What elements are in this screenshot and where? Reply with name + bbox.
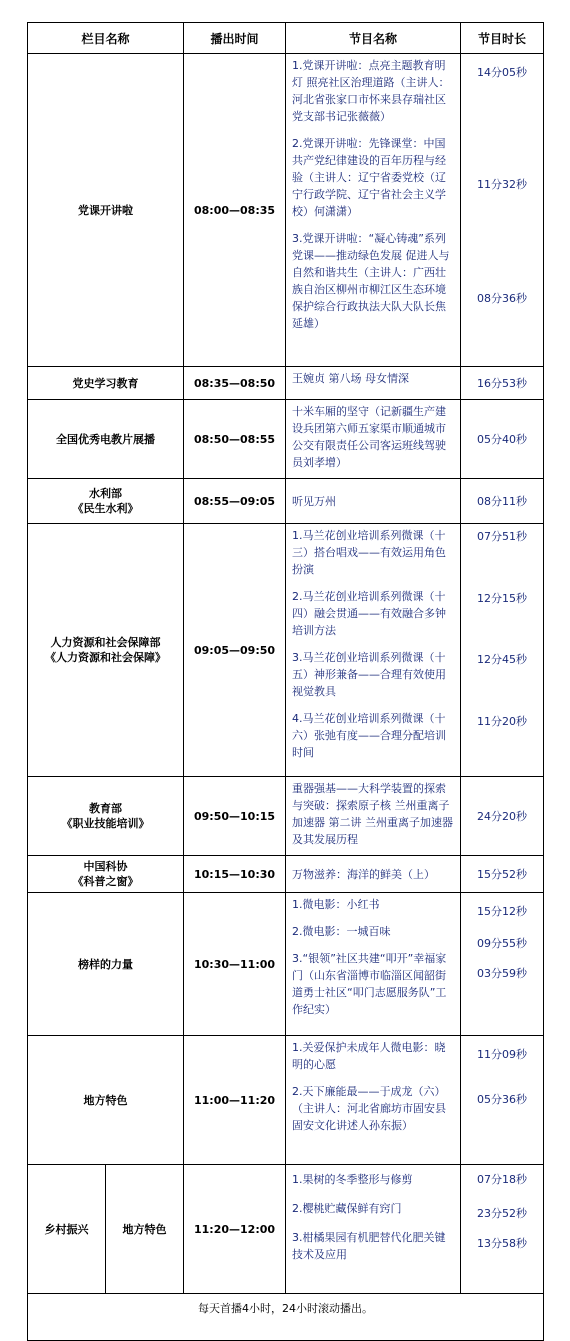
duration-value: 11分32秒: [477, 178, 528, 191]
table-row: [28, 1165, 544, 1294]
column-name-cell: [28, 479, 184, 524]
column-name-cell: [28, 1165, 106, 1294]
duration-value: 11分20秒: [477, 715, 528, 728]
duration-value: 24分20秒: [477, 810, 528, 823]
program-item: 1.微电影：小红书: [292, 898, 380, 911]
duration-cell: [461, 479, 544, 524]
broadcast-time-cell: 09:50—10:15: [184, 777, 286, 856]
program-item: 2.天下廉能最——于成龙（六）（主讲人：河北省廊坊市固安县固安文化讲述人孙东振）: [292, 1085, 447, 1132]
column-name-line: 教育部: [89, 802, 122, 815]
program-cell: [286, 524, 461, 777]
column-name-line: 《民生水利》: [72, 502, 139, 515]
column-name-line: 《职业技能培训》: [61, 817, 150, 830]
broadcast-time-cell: 10:30—11:00: [184, 893, 286, 1036]
program-item: 3.“银领”社区共建“叩开”幸福家门（山东省淄博市临淄区闻韶街道勇士社区“叩门志愿服务队”工作纪实）: [292, 952, 447, 1016]
header-program-name: 节目名称: [286, 23, 461, 54]
duration-cell: [461, 1036, 544, 1165]
column-name-line: 水利部: [89, 487, 122, 500]
duration-value: 05分40秒: [477, 433, 528, 446]
column-name-line: 乡村振兴: [44, 1222, 89, 1236]
column-name-line: 人力资源和社会保障部: [50, 636, 161, 649]
duration-value: 23分52秒: [477, 1207, 528, 1220]
duration-value: 09分55秒: [477, 937, 528, 950]
duration-value: 05分36秒: [477, 1093, 528, 1106]
program-cell: [286, 54, 461, 367]
duration-value: 08分11秒: [477, 495, 528, 508]
duration-cell: [461, 856, 544, 893]
program-cell: [286, 400, 461, 479]
program-cell: [286, 367, 461, 400]
broadcast-time-cell: 11:00—11:20: [184, 1036, 286, 1165]
program-cell: [286, 1036, 461, 1165]
column-name-line: 《科普之窗》: [72, 875, 139, 888]
program-item: 王婉贞 第八场 母女情深: [292, 372, 410, 385]
duration-value: 11分09秒: [477, 1048, 528, 1061]
column-name-cell: [28, 893, 184, 1036]
program-item: 2.马兰花创业培训系列微课（十四）融会贯通——有效融合多钟培训方法: [292, 590, 447, 637]
schedule-table: [27, 22, 544, 1341]
header-column-name: 栏目名称: [28, 23, 184, 54]
program-item: 3.马兰花创业培训系列微课（十五）神形兼备——合理有效使用视觉教具: [292, 651, 447, 698]
program-cell: [286, 479, 461, 524]
column-name-cell: [28, 524, 184, 777]
table-row: [28, 893, 544, 1036]
program-item: 3.柑橘果园有机肥替代化肥关键技术及应用: [292, 1231, 446, 1261]
broadcast-time-cell: 08:00—08:35: [184, 54, 286, 367]
program-item: 重器强基——大科学装置的探索与突破：探索原子核 兰州重离子加速器 第二讲 兰州重离子加速器及其发展历程: [292, 782, 454, 846]
program-item: 2.微电影：一城百味: [292, 925, 391, 938]
duration-cell: [461, 893, 544, 1036]
broadcast-time-cell: 11:20—12:00: [184, 1165, 286, 1294]
column-name-line: 中国科协: [83, 860, 128, 873]
table-row: [28, 777, 544, 856]
duration-value: 12分45秒: [477, 653, 528, 666]
column-name-line: 地方特色: [83, 1093, 128, 1107]
table-row: [28, 524, 544, 777]
column-name-cell: [28, 400, 184, 479]
sub-column-name-cell: [106, 1165, 184, 1294]
program-item: 听见万州: [292, 494, 337, 508]
duration-value: 13分58秒: [477, 1237, 528, 1250]
column-name-cell: [28, 1036, 184, 1165]
broadcast-time-cell: 09:05—09:50: [184, 524, 286, 777]
duration-value: 14分05秒: [477, 66, 528, 79]
broadcast-time-cell: 10:15—10:30: [184, 856, 286, 893]
program-cell: [286, 1165, 461, 1294]
column-name-cell: [28, 856, 184, 893]
column-name-line: 榜样的力量: [78, 957, 133, 971]
footer-row: [28, 1294, 544, 1341]
duration-value: 12分15秒: [477, 592, 528, 605]
table-row: [28, 367, 544, 400]
broadcast-time-cell: 08:55—09:05: [184, 479, 286, 524]
duration-cell: [461, 54, 544, 367]
duration-value: 15分12秒: [477, 905, 528, 918]
column-name-line: 全国优秀电教片展播: [56, 432, 155, 446]
footer-note: 每天首播4小时，24小时滚动播出。: [28, 1294, 544, 1341]
program-item: 万物滋养：海洋的鲜美（上）: [292, 867, 436, 881]
program-item: 1.关爱保护未成年人微电影：晓明的心愿: [292, 1041, 446, 1071]
duration-value: 16分53秒: [477, 377, 528, 390]
program-item: 3.党课开讲啦：“凝心铸魂”系列党课——推动绿色发展 促进人与自然和谐共生（主讲人：广西壮族自治区柳州市柳江区生态环境保护综合行政执法大队大队长焦延雄）: [292, 232, 450, 330]
column-name-cell: [28, 54, 184, 367]
table-row: [28, 400, 544, 479]
header-broadcast-time: 播出时间: [184, 23, 286, 54]
duration-value: 08分36秒: [477, 292, 528, 305]
duration-value: 07分51秒: [477, 530, 528, 543]
program-item: 2.党课开讲啦：先锋课堂：中国共产党纪律建设的百年历程与经验（主讲人：辽宁省委党校（辽宁行政学院、辽宁省社会主义学校）何潇潇）: [292, 137, 447, 218]
column-name-line: 《人力资源和社会保障》: [45, 651, 166, 664]
duration-cell: [461, 400, 544, 479]
header-duration: 节目时长: [461, 23, 544, 54]
program-item: 1.党课开讲啦：点亮主题教育明灯 照亮社区治理道路（主讲人：河北省张家口市怀来县存瑞社区党支部书记张薇薇）: [292, 59, 450, 123]
table-row: [28, 856, 544, 893]
table-row: [28, 479, 544, 524]
table-row: [28, 54, 544, 367]
program-cell: [286, 777, 461, 856]
program-item: 4.马兰花创业培训系列微课（十六）张弛有度——合理分配培训时间: [292, 712, 447, 759]
column-name-line: 党史学习教育: [72, 376, 139, 390]
broadcast-time-cell: 08:50—08:55: [184, 400, 286, 479]
table-row: [28, 1036, 544, 1165]
duration-cell: [461, 367, 544, 400]
program-item: 1.马兰花创业培训系列微课（十三）搭台唱戏——有效运用角色扮演: [292, 529, 447, 576]
duration-cell: [461, 777, 544, 856]
program-item: 2.樱桃贮藏保鲜有窍门: [292, 1202, 402, 1215]
duration-value: 07分18秒: [477, 1173, 528, 1186]
column-name-cell: [28, 367, 184, 400]
program-item: 1.果树的冬季整形与修剪: [292, 1173, 413, 1186]
duration-value: 03分59秒: [477, 967, 528, 980]
column-name-line: 地方特色: [122, 1222, 167, 1236]
broadcast-time-cell: 08:35—08:50: [184, 367, 286, 400]
program-item: 十米车厢的坚守（记新疆生产建设兵团第六师五家渠市顺通城市公交有限责任公司客运班线驾驶员刘孝增）: [292, 405, 447, 469]
schedule-table-wrapper: [27, 22, 544, 1341]
program-cell: [286, 856, 461, 893]
duration-cell: [461, 1165, 544, 1294]
duration-value: 15分52秒: [477, 868, 528, 881]
column-name-cell: [28, 777, 184, 856]
program-cell: [286, 893, 461, 1036]
header-row: [28, 23, 544, 54]
column-name-line: 党课开讲啦: [78, 203, 133, 217]
duration-cell: [461, 524, 544, 777]
